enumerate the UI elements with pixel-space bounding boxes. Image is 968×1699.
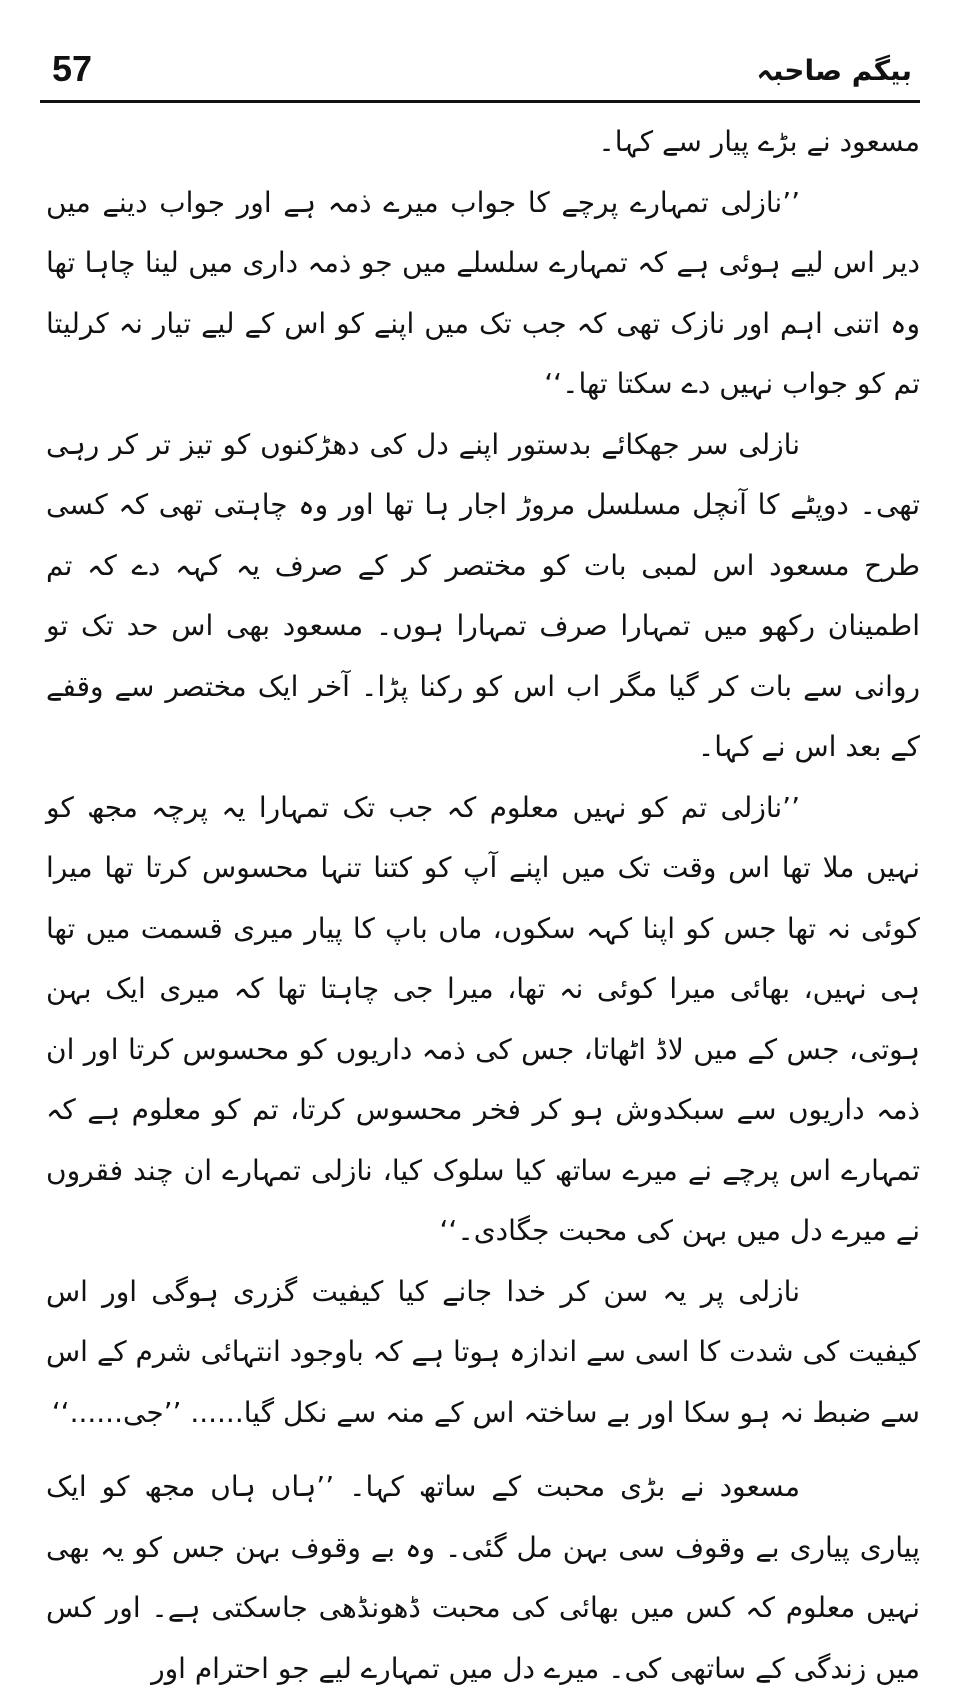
paragraph-6: مسعود نے بڑی محبت کے ساتھ کہا۔ ’’ہاں ہاں مجھ کو ایک پیاری پیاری بے وقوف سی بہن مل گئی۔ وہ بے وقوف بہن جس کو یہ بھی نہیں معلوم کہ کس میں بھائی کی محبت ڈھونڈھی جاسکتی ہے۔ اور کس میں زندگی کے ساتھی کی۔ میرے دل میں تمہارے لیے جو احترام اور bbox=[46, 1470, 920, 1685]
page-number: 57 bbox=[52, 48, 93, 89]
paragraph-2: ’’نازلی تمہارے پرچے کا جواب میرے ذمہ ہے اور جواب دینے میں دیر اس لیے ہوئی ہے کہ تمہارے سلسلے میں جو ذمہ داری میں لینا چاہا تھا وہ اتنی اہم اور نازک تھی کہ جب تک میں اپنے کو اس کے لیے تیار نہ کرلیتا تم کو جواب نہیں دے سکتا تھا۔‘‘ bbox=[46, 185, 920, 400]
paragraph-4: ’’نازلی تم کو نہیں معلوم کہ جب تک تمہارا یہ پرچہ مجھ کو نہیں ملا تھا اس وقت تک میں اپنے آپ کو کتنا تنہا محسوس کرتا تھا میرا کوئی نہ تھا جس کو اپنا کہہ سکوں، ماں باپ کا پیار میری قسمت میں تھا ہی نہیں، بھائی میرا کوئی نہ تھا، میرا جی چاہتا تھا کہ میری ایک بہن ہوتی، جس کے میں لاڈ اٹھاتا، جس کی ذمہ داریوں کو محسوس کرتا اور ان ذمہ داریوں سے سبکدوش ہو کر فخر محسوس کرتا، تم کو معلوم ہے کہ تمہارے اس پرچے نے میرے ساتھ کیا سلوک کیا، نازلی تمہارے ان چند فقروں نے میرے دل میں بہن کی محبت جگادی۔‘‘ bbox=[46, 790, 920, 1247]
paragraph-3: نازلی سر جھکائے بدستور اپنے دل کی دھڑکنوں کو تیز تر کر رہی تھی۔ دوپٹے کا آنچل مسلسل مروڑ اجار ہا تھا اور وہ چاہتی تھی کہ کسی طرح مسعود اس لمبی بات کو مختصر کر کے صرف یہ کہہ دے کہ تم اطمینان رکھو میں تمہارا صرف تمہارا ہوں۔ مسعود بھی اس حد تک تو روانی سے بات کر گیا مگر اب اس کو رکنا پڑا۔ آخر ایک مختصر سے وقفے کے بعد اس نے کہا۔ bbox=[46, 427, 920, 763]
paragraph-1: مسعود نے بڑے پیار سے کہا۔ bbox=[598, 125, 920, 158]
book-title: بیگم صاحبہ bbox=[756, 54, 912, 87]
page-body bbox=[46, 112, 920, 1699]
page-header bbox=[40, 44, 920, 100]
paragraph-5: نازلی پر یہ سن کر خدا جانے کیا کیفیت گزری ہوگی اور اس کیفیت کی شدت کا اسی سے اندازہ ہوتا ہے کہ باوجود انتہائی شرم کے اس سے ضبط نہ ہو سکا اور بے ساختہ اس کے منہ سے نکل گیا...... ’’جی......‘‘ bbox=[46, 1274, 920, 1429]
header-rule bbox=[40, 100, 920, 103]
